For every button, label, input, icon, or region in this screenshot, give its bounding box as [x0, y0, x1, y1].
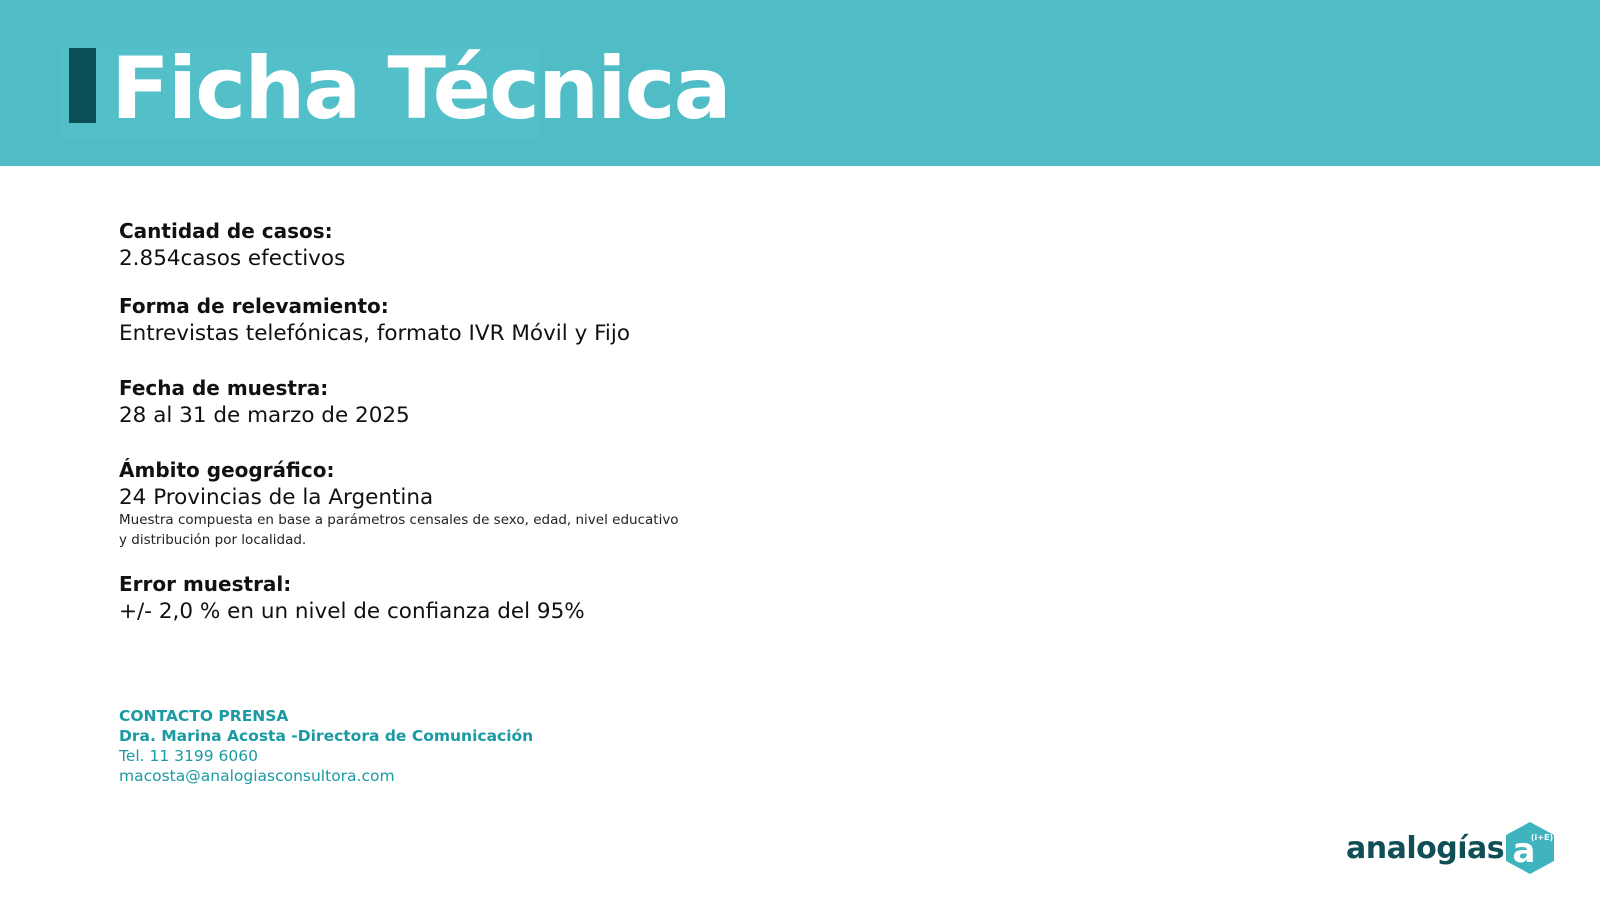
sampling-error-value: +/- 2,0 % en un nivel de confianza del 95%	[119, 599, 585, 624]
logo-mark-letter: a	[1512, 831, 1536, 871]
method-value: Entrevistas telefónicas, formato IVR Móvil y Fijo	[119, 321, 631, 346]
sample-note-line-1: Muestra compuesta en base a parámetros censales de sexo, edad, nivel educativo	[119, 512, 679, 528]
cases-label: Cantidad de casos:	[119, 219, 333, 243]
contact-email[interactable]: macosta@analogiasconsultora.com	[119, 767, 395, 785]
title-accent-bar	[69, 48, 96, 123]
logo-wordmark: analogías	[1346, 831, 1505, 866]
header-banner	[0, 0, 1600, 166]
sample-date-value: 28 al 31 de marzo de 2025	[119, 403, 410, 428]
contact-phone: Tel. 11 3199 6060	[119, 747, 259, 765]
geographic-scope-label: Ámbito geográfico:	[119, 458, 335, 482]
method-label: Forma de relevamiento:	[119, 294, 389, 318]
logo-hexagon-icon	[1502, 820, 1558, 876]
geographic-scope-value: 24 Provincias de la Argentina	[119, 485, 434, 510]
page-title: Ficha Técnica	[111, 39, 730, 139]
press-contact	[119, 706, 533, 786]
sampling-error-label: Error muestral:	[119, 572, 292, 596]
contact-heading: CONTACTO PRENSA	[119, 707, 289, 725]
sample-date-label: Fecha de muestra:	[119, 376, 329, 400]
contact-name: Dra. Marina Acosta -Directora de Comunicación	[119, 727, 534, 745]
sample-note-line-2: y distribución por localidad.	[119, 532, 307, 548]
logo-mark-superscript: (i+E)	[1530, 833, 1554, 842]
analogias-logo	[1346, 820, 1561, 880]
cases-value: 2.854casos efectivos	[119, 246, 346, 271]
